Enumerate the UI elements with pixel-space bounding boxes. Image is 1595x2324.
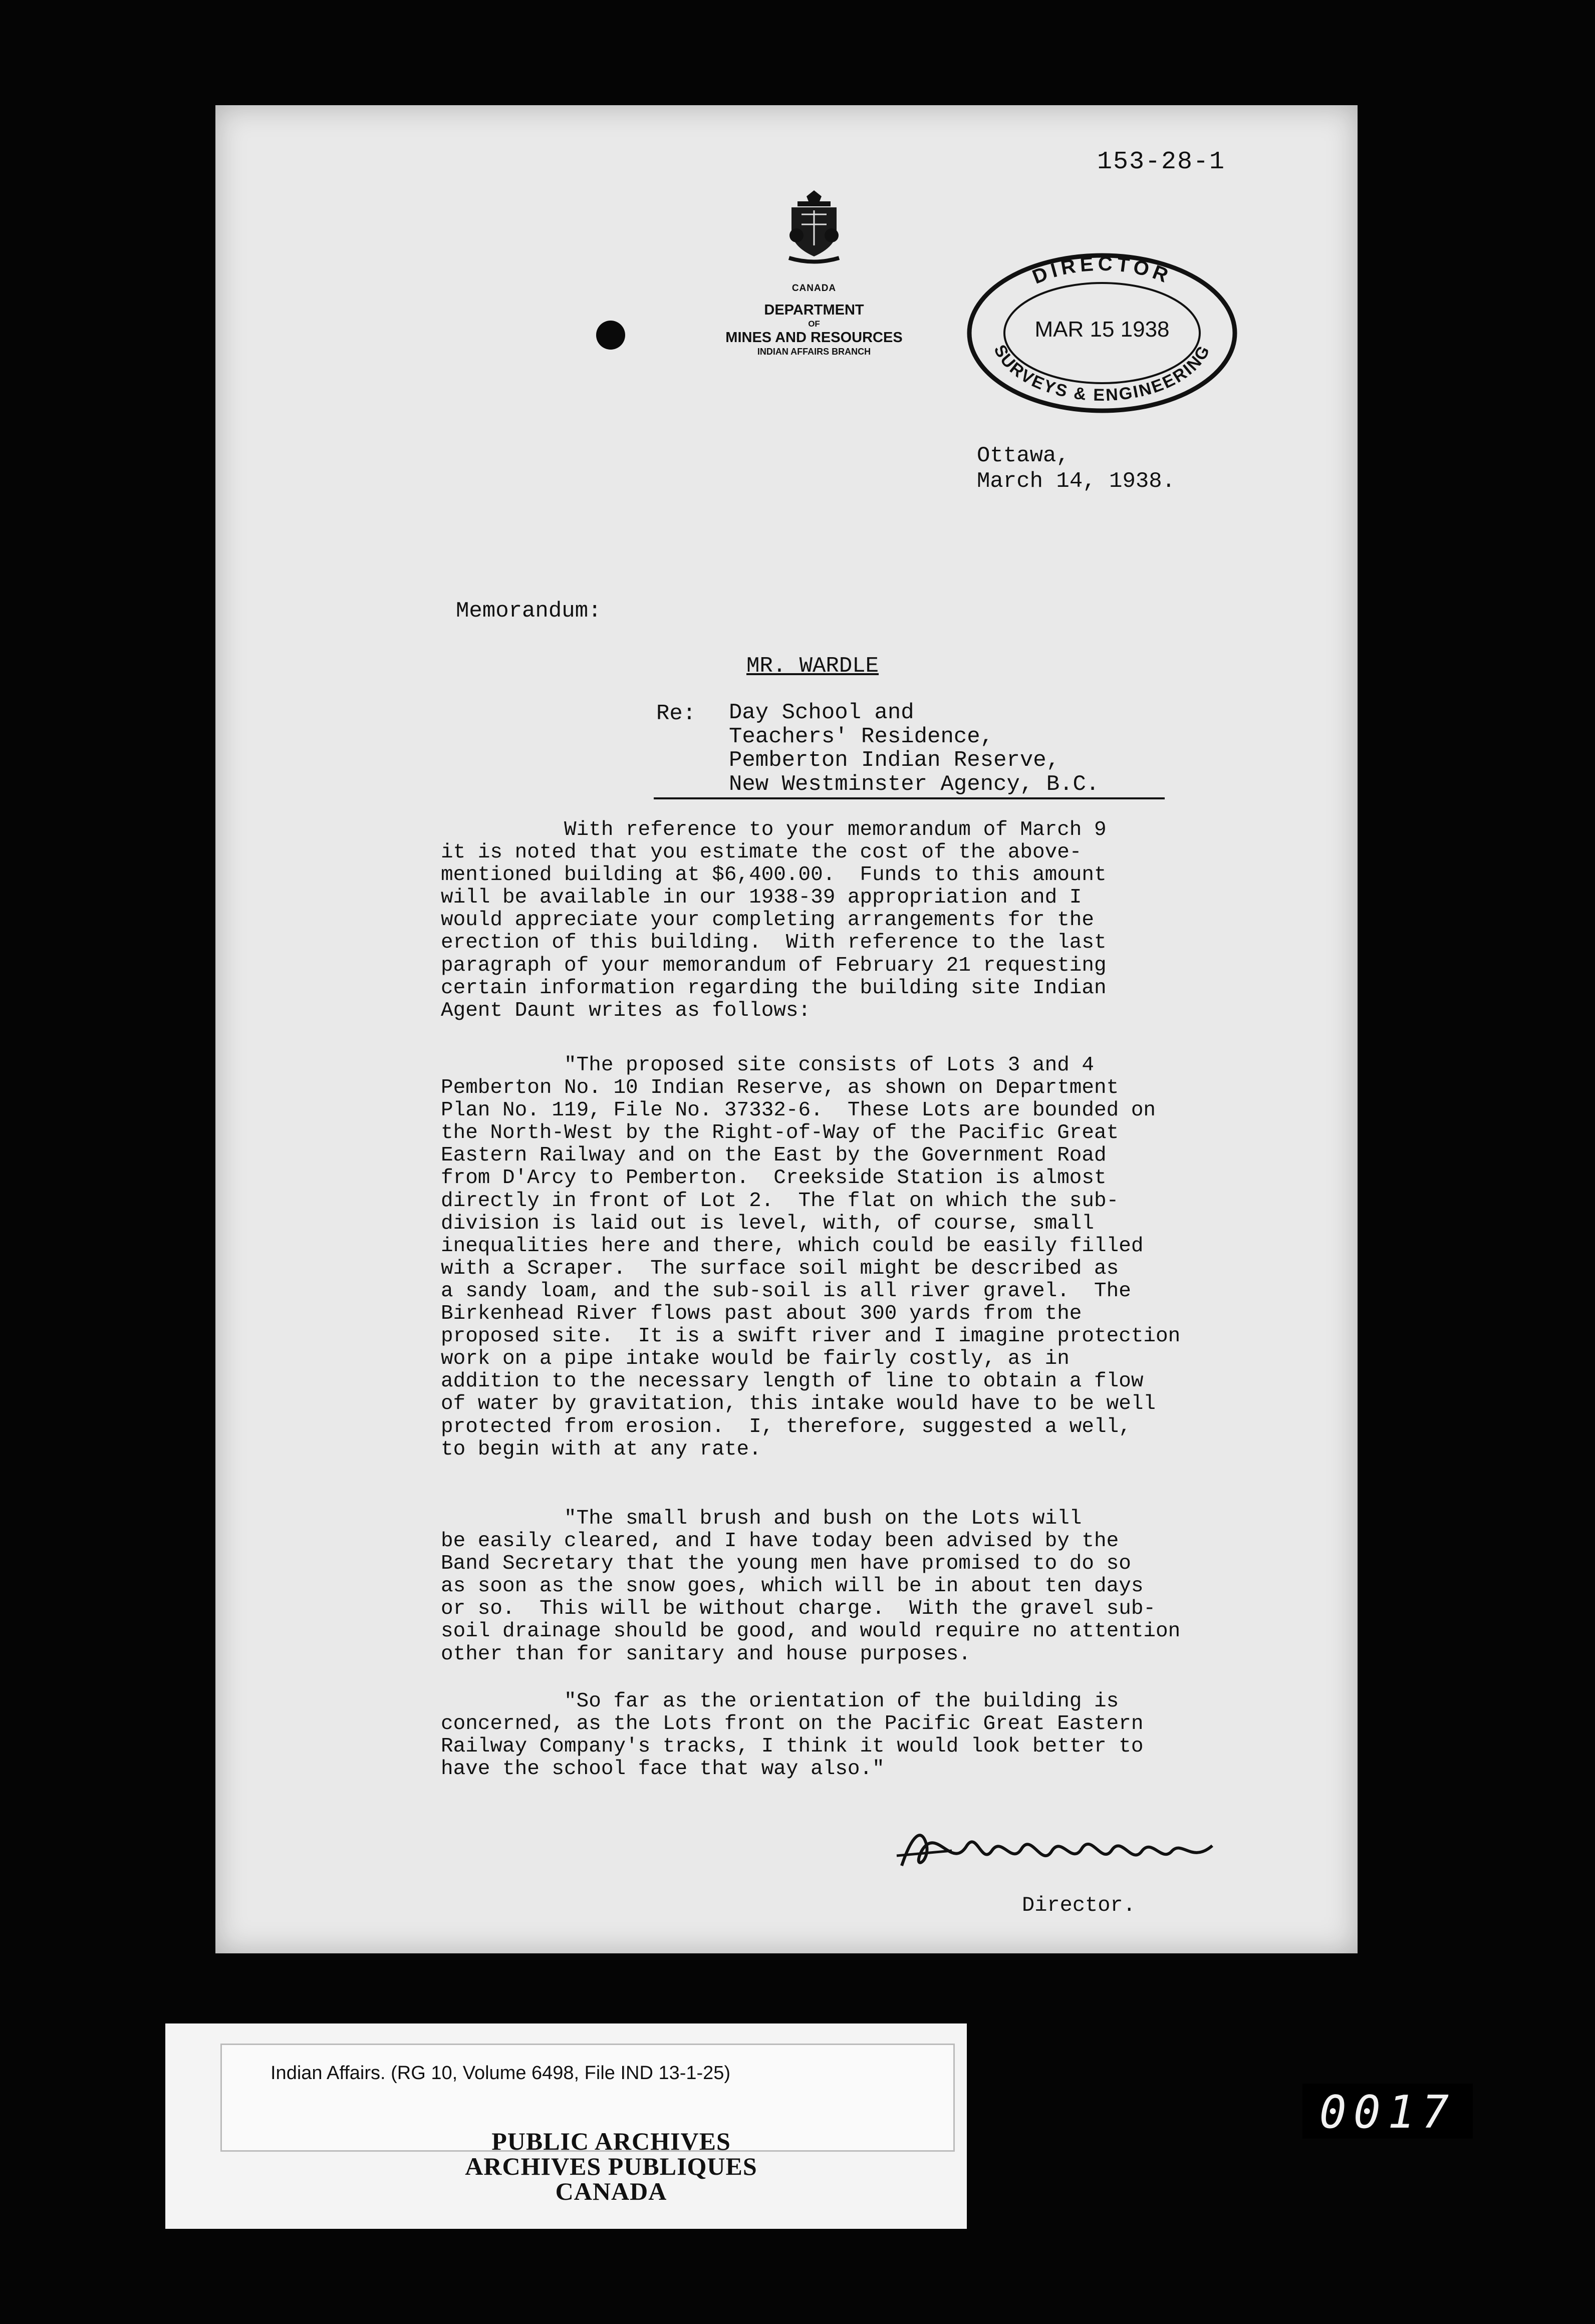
subject-label: Re: [656,701,696,726]
addressee: MR. WARDLE [746,654,879,679]
signature-title: Director. [1022,1893,1136,1917]
letterhead-department: DEPARTMENT [764,302,864,318]
stamp-top-text: DIRECTOR [1029,252,1175,288]
body-paragraph: "The proposed site consists of Lots 3 and 4 Pemberton No. 10 Indian Reserve, as shown on Department Plan No. 119, File No. 37332-6. These Lots are bounded on the North-West by the Right-of-Way of the Pacific Great Eastern Railway and on the East by the Government Road from D'Arcy to Pemberton. Creekside Station is almost directly in front of Lot 2. The flat on which the sub- division is laid out is level, with, of course, small inequalities here and there, which could be easily filled with a Scraper. The surface soil might be described as a sandy loam, and the sub-soil is all river gravel. The Birkenhead River flows past about 300 yards from the proposed site. It is a swift river and I imagine protection work on a pipe intake would be fairly costly, as in addition to the necessary length of line to obtain a flow of water by gravitation, this intake would have to be well protected from erosion. I, therefore, suggested a well, to begin with at any rate. [441,1054,1181,1461]
archives-line: PUBLIC ARCHIVES [491,2127,731,2155]
letterhead [696,283,932,357]
subject-line: Teachers' Residence, [729,724,994,749]
subject-underline [654,797,1165,799]
coat-of-arms-icon [786,190,842,265]
memo-label: Memorandum: [456,599,602,624]
archives-line: ARCHIVES PUBLIQUES [465,2152,757,2180]
file-number: 153-28-1 [1097,148,1226,176]
archives-line: CANADA [555,2177,667,2205]
subject-line: Pemberton Indian Reserve, [729,748,1060,773]
subject-line: New Westminster Agency, B.C. [729,771,1100,797]
punch-hole [596,321,625,350]
archive-citation: Indian Affairs. (RG 10, Volume 6498, File IND 13-1-25) [271,2063,731,2084]
subject-block [729,701,1099,796]
received-stamp [962,248,1242,418]
stamp-bottom-text: SURVEYS & ENGINEERING [990,341,1214,405]
letterhead-country: CANADA [791,283,837,294]
letterhead-ministry: MINES AND RESOURCES [725,329,903,346]
letter-date: March 14, 1938. [977,468,1176,494]
letterhead-branch: INDIAN AFFAIRS BRANCH [757,346,871,357]
handwritten-signature [892,1816,1232,1886]
body-paragraph: With reference to your memorandum of March 9 it is noted that you estimate the cost of the above- mentioned building at $6,400.00. Funds to this amount will be available in our 1938-39 appropriation and I would appreciate your completing arrangements for the erection of this building. With reference to the last paragraph of your memorandum of February 21 requesting certain information regarding the building site Indian Agent Daunt writes as follows: [441,818,1107,1022]
letterhead-of: OF [808,319,820,329]
body-paragraph: "So far as the orientation of the building is concerned, as the Lots front on the Pacific Great Eastern Railway Company's tracks, I think it would look better to have the school face that way also." [441,1690,1144,1781]
letter-place-date [977,443,1175,494]
archives-stamp [436,2129,786,2204]
subject-line: Day School and [729,700,914,725]
stamp-date: MAR 15 1938 [1034,317,1170,342]
frame-number: 0017 [1319,2086,1456,2139]
body-paragraph: "The small brush and bush on the Lots will be easily cleared, and I have today been advised by the Band Secretary that the young men have promised to do so as soon as the snow goes, which will be in about ten days or so. This will be without charge. With the gravel sub- soil drainage should be good, and would require no attention other than for sanitary and house purposes. [441,1507,1181,1666]
letter-place: Ottawa, [977,443,1070,468]
